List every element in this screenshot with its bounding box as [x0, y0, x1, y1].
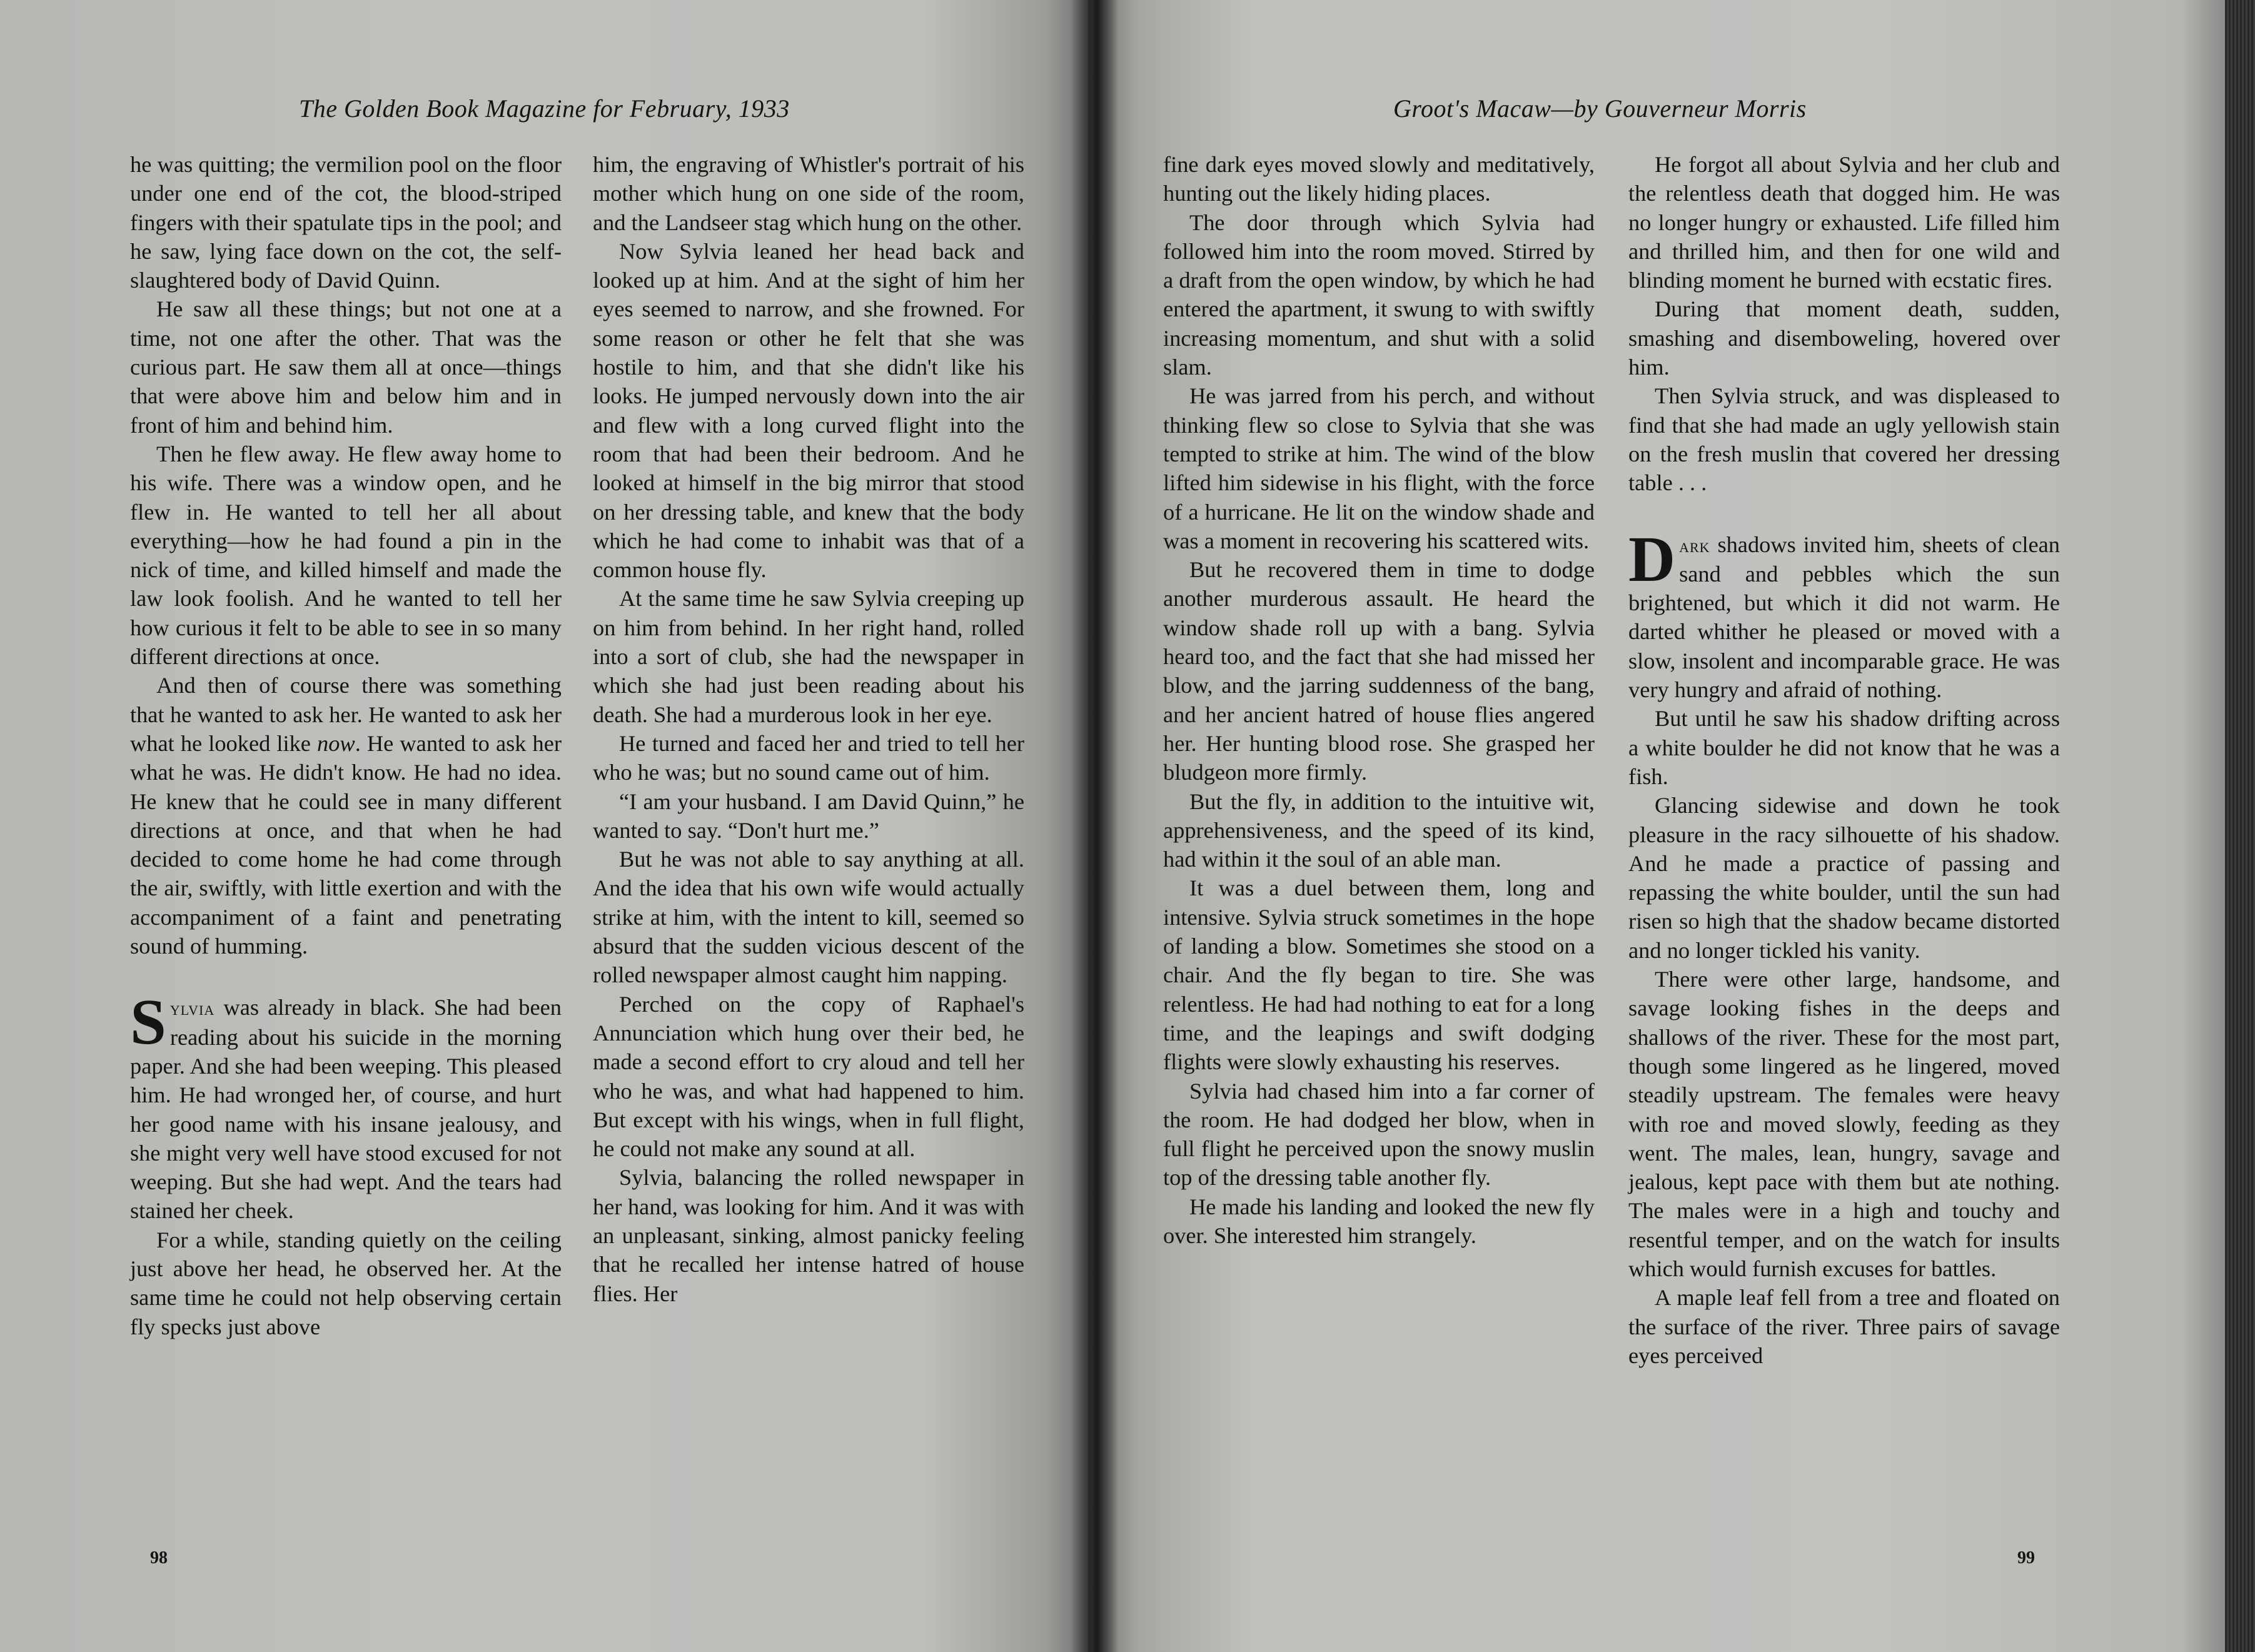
paragraph: He turned and faced her and tried to tell her who he was; but no sound came out of him. — [593, 730, 1024, 785]
left-column-2 — [593, 150, 1024, 1308]
section-opening-paragraph — [130, 986, 562, 1225]
paragraph: During that moment death, sudden, smashing and disemboweling, hovered over him. — [1628, 296, 2060, 380]
paragraph: “I am your husband. I am David Quinn,” he wanted to say. “Don't hurt me.” — [593, 788, 1024, 843]
paragraph: Then he flew away. He flew away home to his wife. There was a window open, and he flew in. He wanted to tell her all about everything—how he had found a pin in the nick of time, and killed himself and made the law look foolish. And he wanted to tell her how curious it felt to be able to see in so many different directions at once. — [130, 441, 562, 670]
small-caps-lead: ylvia — [169, 997, 215, 1020]
paragraph: But until he saw his shadow drifting across a white boulder he did not know that he was a fish. — [1628, 706, 2060, 789]
paragraph — [130, 671, 562, 960]
page-number-left: 98 — [150, 1548, 168, 1568]
paragraph: But he was not able to say anything at all. And the idea that his own wife would actually strike at him, with the intent to kill, seemed so absurd that the sudden vicious descent of the rolled newspaper almost caught him napping. — [593, 847, 1024, 988]
paragraph: Glancing sidewise and down he took pleasure in the racy silhouette of his shadow. And he made a practice of passing and repassing the white boulder, until the sun had risen so high that the shadow became distorted and no longer tickled his vanity. — [1628, 793, 2060, 963]
left-column-1 — [130, 150, 562, 1341]
right-column-1 — [1163, 150, 1595, 1250]
paragraph: He made his landing and looked the new fly over. She interested him strangely. — [1163, 1194, 1595, 1248]
running-head-left: The Golden Book Magazine for February, 1933 — [299, 94, 790, 123]
page-number-right: 99 — [2017, 1548, 2035, 1568]
paragraph: Perched on the copy of Raphael's Annunciation which hung over their bed, he made a second effort to cry aloud and tell her who he was, and what had happened to him. But except with his wings, when in full flight, he could not make any sound at all. — [593, 991, 1024, 1162]
paragraph: The door through which Sylvia had followed him into the room moved. Stirred by a draft from the open window, by which he had entered the apartment, it swung to with swiftly increasing momentum, and shut with a solid slam. — [1163, 209, 1595, 380]
paragraph: him, the engraving of Whistler's portrait of his mother which hung on one side of the room, and the Landseer stag which hung on the other. — [593, 152, 1024, 235]
paragraph: Now Sylvia leaned her head back and looked up at him. And at the sight of him her eyes seemed to narrow, and she frowned. For some reason or other he felt that she was hostile to him, and that she didn't like his looks. He jumped nervously down into the air and flew with a long curved flight into the room that had been their bedroom. And he looked at himself in the big mirror that stood on her dressing table, and knew that the body which he had come to inhabit was that of a common house fly. — [593, 238, 1024, 583]
paragraph: Sylvia had chased him into a far corner of the room. He had dodged her blow, when in full flight he perceived upon the snowy muslin top of the dressing table another fly. — [1163, 1078, 1595, 1191]
running-head-right: Groot's Macaw—by Gouverneur Morris — [1393, 94, 1807, 123]
paragraph: He forgot all about Sylvia and her club and the relentless death that dogged him. He was no longer hungry or exhausted. Life filled him and thrilled him, and then for one wild and blinding moment he burned with ecstatic fires. — [1628, 152, 2060, 293]
right-page — [1093, 0, 2225, 1652]
paragraph-text: shadows invited him, sheets of clean sand and pebbles which the sun brightened, but which it did not warm. He darted whither he pleased or moved with a slow, insolent and incomparable grace. He was very hungry and afraid of nothing. — [1628, 531, 2060, 703]
paragraph: He was jarred from his perch, and without thinking flew so close to Sylvia that she was tempted to strike at him. The wind of the blow lifted him sidewise in his flight, with the force of a hurricane. He lit on the window shade and was a moment in recovering his scattered wits. — [1163, 383, 1595, 553]
page-edge-stack — [2225, 0, 2255, 1652]
book-gutter — [1071, 0, 1118, 1652]
paragraph: For a while, standing quietly on the ceiling just above her head, he observed her. At the same time he could not help observing certain fly specks just above — [130, 1227, 562, 1339]
left-page — [0, 0, 1088, 1652]
paragraph: At the same time he saw Sylvia creeping up on him from behind. In her right hand, rolled into a sort of club, she had the newspaper in which she had just been reading about his death. She had a murderous look in her eye. — [593, 586, 1024, 727]
small-caps-lead: ark — [1679, 533, 1710, 557]
drop-cap: S — [130, 986, 166, 1059]
paragraph: he was quitting; the vermilion pool on the floor under one end of the cot, the blood-striped fingers with their spatulate tips in the pool; and he saw, lying face down on the cot, the self-slaughtered body of David Quinn. — [130, 152, 562, 293]
paragraph: It was a duel between them, long and intensive. Sylvia struck sometimes in the hope of landing a blow. Sometimes she stood on a chair. And the fly began to tire. She was relentless. He had had nothing to eat for a long time, and the leapings and swift dodging flights were slowly exhausting his reserves. — [1163, 875, 1595, 1075]
drop-cap: D — [1628, 523, 1676, 595]
right-column-2 — [1628, 150, 2060, 1370]
paragraph: Then Sylvia struck, and was displeased to find that she had made an ugly yellowish stain on the fresh muslin that covered her dressing table . . . — [1628, 383, 2060, 496]
paragraph-text: . He wanted to ask her what he was. He didn't know. He had no idea. He knew that he could see in many different directions at once, and that when he had decided to come home he had come through the air, swiftly, with little exertion and with the accompaniment of a faint and penetrating sound of humming. — [130, 730, 562, 959]
paragraph: He saw all these things; but not one at a time, not one after the other. That was the curious part. He saw them all at once—things that were above him and below him and in front of him and behind him. — [130, 296, 562, 438]
paragraph: A maple leaf fell from a tree and floated on the surface of the river. Three pairs of savage eyes perceived — [1628, 1285, 2060, 1368]
paragraph-text: was already in black. She had been reading about his suicide in the morning paper. And she had been weeping. This pleased him. He had wronged her, of course, and hurt her good name with his insane jealousy, and she might very well have stood excused for not weeping. But she had wept. And the tears had stained her cheek. — [130, 995, 562, 1224]
paragraph: But he recovered them in time to dodge another murderous assault. He heard the window shade roll up with a bang. Sylvia heard too, and the fact that she had missed her blow, and the jarring suddenness of the bang, and her ancient hatred of house flies angered her. Her hunting blood rose. She grasped her bludgeon more firmly. — [1163, 557, 1595, 785]
paragraph-text: And then of course there was something that he wanted to ask her. He wanted to ask her what he looked like — [130, 673, 562, 756]
section-opening-paragraph — [1628, 523, 2060, 705]
paragraph: There were other large, handsome, and savage looking fishes in the deeps and shallows of the river. These for the most part, though some lingered as he lingered, moved steadily upstream. The females were heavy with roe and moved slowly, feeding as they went. The males, lean, hungry, savage and jealous, kept pace with them but ate nothing. The males were in a high and touchy and resentful temper, and on the watch for insults which would furnish excuses for battles. — [1628, 967, 2060, 1281]
paragraph: fine dark eyes moved slowly and meditatively, hunting out the likely hiding places. — [1163, 152, 1595, 206]
emphasis: now — [317, 730, 355, 756]
paragraph: Sylvia, balancing the rolled newspaper in her hand, was looking for him. And it was with an unpleasant, sinking, almost panicky feeling that he recalled her intense hatred of house flies. Her — [593, 1165, 1024, 1306]
paragraph: But the fly, in addition to the intuitive wit, apprehensiveness, and the speed of its kind, had within it the soul of an able man. — [1163, 788, 1595, 872]
